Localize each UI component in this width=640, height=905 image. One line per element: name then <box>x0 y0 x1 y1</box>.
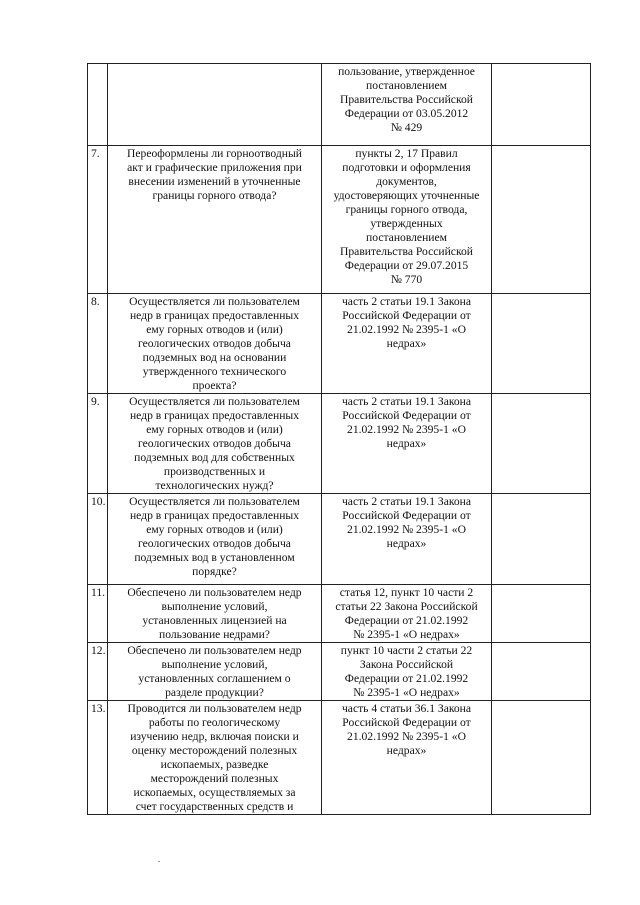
question-line: границы горного отвода? <box>152 189 277 202</box>
question-cell <box>108 294 322 394</box>
question-line: изучению недр, включая поиски и <box>130 730 299 743</box>
question-line: порядке? <box>192 565 237 578</box>
question-line: недр в границах предоставленных <box>129 409 300 422</box>
question-line: выполнение условий, <box>161 658 268 671</box>
question-line: Переоформлены ли горноотводный <box>127 147 302 160</box>
table-row <box>88 643 591 701</box>
legal-reference-cell <box>322 294 492 394</box>
answer-cell[interactable] <box>492 701 591 815</box>
question-line: Осуществляется ли пользователем <box>129 295 300 308</box>
reference-line: недрах» <box>386 337 427 350</box>
table-row <box>88 294 591 394</box>
table-row <box>88 64 591 146</box>
question-line: разделе продукции? <box>165 686 264 699</box>
row-number: 13. <box>88 701 108 815</box>
reference-line: статьи 22 Закона Российской <box>335 600 478 613</box>
question-cell <box>108 585 322 643</box>
scan-speck <box>158 861 160 862</box>
reference-line: № 2395-1 «О недрах» <box>353 628 460 641</box>
reference-line: недрах» <box>386 537 427 550</box>
question-line: внесении изменений в уточненные <box>128 175 301 188</box>
reference-line: 21.02.1992 № 2395-1 «О <box>347 323 466 336</box>
reference-line: № 429 <box>390 121 423 134</box>
legal-reference-cell <box>322 394 492 494</box>
table-row <box>88 494 591 585</box>
reference-line: Российской Федерации от <box>342 309 471 322</box>
row-number <box>88 64 108 146</box>
question-line: ископаемых, разведке <box>160 758 269 771</box>
question-cell <box>108 146 322 294</box>
question-line: ему горных отводов и (или) <box>146 323 283 336</box>
reference-line: 21.02.1992 № 2395-1 «О <box>347 423 466 436</box>
row-number: 12. <box>88 643 108 701</box>
question-line: геологических отводов добыча <box>138 437 291 450</box>
row-number: 7. <box>88 146 108 294</box>
reference-line: недрах» <box>386 437 427 450</box>
table-row <box>88 394 591 494</box>
question-cell <box>108 394 322 494</box>
legal-reference-cell <box>322 643 492 701</box>
table-row <box>88 701 591 815</box>
question-line: Осуществляется ли пользователем <box>129 495 300 508</box>
reference-line: Федерации от 21.02.1992 <box>344 614 469 627</box>
reference-line: Федерации от 21.02.1992 <box>344 672 469 685</box>
reference-line: 21.02.1992 № 2395-1 «О <box>347 523 466 536</box>
checklist-table <box>87 63 591 815</box>
question-line: установленных соглашением о <box>138 672 291 685</box>
question-cell <box>108 701 322 815</box>
question-line: проекта? <box>192 379 237 392</box>
reference-line: 21.02.1992 № 2395-1 «О <box>347 730 466 743</box>
question-line: ископаемых, осуществляемых за <box>133 786 296 799</box>
question-line: акт и графические приложения при <box>127 161 302 174</box>
reference-line: статья 12, пункт 10 части 2 <box>339 586 474 599</box>
reference-line: пункты 2, 17 Правил <box>355 147 458 160</box>
reference-line: Федерации от 03.05.2012 <box>344 107 469 120</box>
reference-line: Российской Федерации от <box>342 509 471 522</box>
table-row <box>88 585 591 643</box>
answer-cell[interactable] <box>492 394 591 494</box>
row-number: 9. <box>88 394 108 494</box>
answer-cell[interactable] <box>492 585 591 643</box>
question-line: недр в границах предоставленных <box>129 309 300 322</box>
row-number: 10. <box>88 494 108 585</box>
legal-reference-cell <box>322 146 492 294</box>
question-line: месторождений полезных <box>150 772 279 785</box>
question-line: Проводится ли пользователем недр <box>127 702 302 715</box>
question-line: Обеспечено ли пользователем недр <box>127 586 302 599</box>
question-line: оценку месторождений полезных <box>131 744 298 757</box>
question-line: работы по геологическому <box>148 716 281 729</box>
question-cell <box>108 494 322 585</box>
reference-line: недрах» <box>386 744 427 757</box>
legal-reference-cell <box>322 701 492 815</box>
legal-reference-cell <box>322 64 492 146</box>
question-line: подземных вод в установленном <box>134 551 295 564</box>
answer-cell[interactable] <box>492 146 591 294</box>
question-line: подземных вод для собственных <box>134 451 295 464</box>
row-number: 8. <box>88 294 108 394</box>
reference-line: часть 2 статьи 19.1 Закона <box>341 395 472 408</box>
legal-reference-cell <box>322 585 492 643</box>
question-line: недр в границах предоставленных <box>129 509 300 522</box>
table-row <box>88 146 591 294</box>
reference-line: часть 2 статьи 19.1 Закона <box>341 495 472 508</box>
reference-line: подготовки и оформления <box>342 161 471 174</box>
question-line: геологических отводов добыча <box>138 537 291 550</box>
reference-line: № 2395-1 «О недрах» <box>353 686 460 699</box>
reference-line: утвержденных <box>370 217 443 230</box>
question-cell <box>108 64 322 146</box>
reference-line: часть 4 статьи 36.1 Закона <box>341 702 472 715</box>
question-line: Обеспечено ли пользователем недр <box>127 644 302 657</box>
question-line: пользование недрами? <box>159 628 270 641</box>
legal-reference-cell <box>322 494 492 585</box>
question-line: ему горных отводов и (или) <box>146 423 283 436</box>
reference-line: Правительства Российской <box>340 245 473 258</box>
reference-line: Российской Федерации от <box>342 409 471 422</box>
question-cell <box>108 643 322 701</box>
answer-cell[interactable] <box>492 643 591 701</box>
question-line: выполнение условий, <box>161 600 268 613</box>
reference-line: № 770 <box>390 273 423 286</box>
reference-line: пользование, утвержденное <box>338 65 475 78</box>
answer-cell[interactable] <box>492 294 591 394</box>
reference-line: Федерации от 29.07.2015 <box>344 259 469 272</box>
reference-line: часть 2 статьи 19.1 Закона <box>341 295 472 308</box>
question-line: ему горных отводов и (или) <box>146 523 283 536</box>
answer-cell[interactable] <box>492 64 591 146</box>
reference-line: Российской Федерации от <box>342 716 471 729</box>
question-line: технологических нужд? <box>155 479 274 492</box>
reference-line: пункт 10 части 2 статьи 22 <box>340 644 473 657</box>
question-line: утвержденного технического <box>142 365 287 378</box>
question-line: производственных и <box>163 465 266 478</box>
row-number: 11. <box>88 585 108 643</box>
question-line: геологических отводов добыча <box>138 337 291 350</box>
question-line: счет государственных средств и <box>135 800 294 813</box>
reference-line: Правительства Российской <box>340 93 473 106</box>
reference-line: удостоверяющих уточненные <box>333 189 480 202</box>
reference-line: документов, <box>376 175 437 188</box>
question-line: Осуществляется ли пользователем <box>129 395 300 408</box>
reference-line: Закона Российской <box>359 658 454 671</box>
reference-line: постановлением <box>366 231 447 244</box>
question-line: установленных лицензией на <box>142 614 287 627</box>
question-line: подземных вод на основании <box>142 351 287 364</box>
reference-line: границы горного отвода, <box>345 203 468 216</box>
answer-cell[interactable] <box>492 494 591 585</box>
checklist-body <box>88 64 591 815</box>
reference-line: постановлением <box>366 79 447 92</box>
